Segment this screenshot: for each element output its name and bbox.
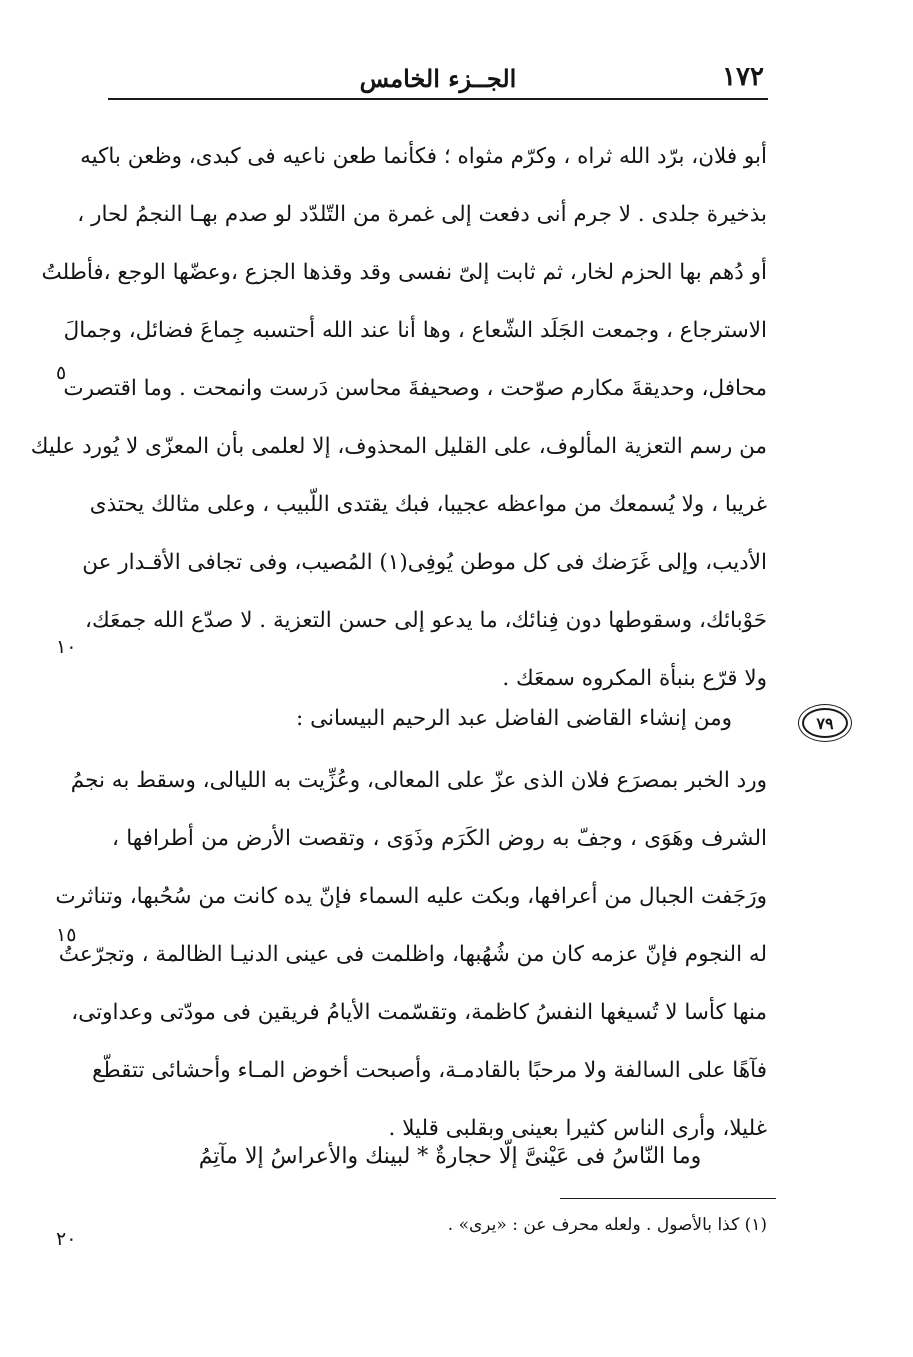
text-line: من رسم التعزية المألوف، على القليل المحذوف، إلا لعلمى بأن المعزّى لا يُورد عليك bbox=[30, 434, 767, 459]
section-intro: ومن إنشاء القاضى الفاضل عبد الرحيم البيسانى : bbox=[296, 706, 732, 731]
line-number-20: ٢٠ bbox=[56, 1228, 77, 1250]
text-line: ولا قرّع بنبأة المكروه سمعَك . bbox=[502, 666, 767, 691]
footnote: (١) كذا بالأصول . ولعله محرف عن : «يرى» . bbox=[447, 1215, 767, 1235]
page-number: ١٧٢ bbox=[722, 62, 764, 92]
text-line: أو دُهم بها الحزم لخار، ثم ثابت إلىّ نفسى وقد وقذها الجزع ،وعضّها الوجع ،فأطلتُ bbox=[41, 260, 767, 285]
text-line: فآهًا على السالفة ولا مرحبًا بالقادمـة، وأصبحت أخوض المـاء وأحشائى تتقطّع bbox=[92, 1058, 767, 1083]
line-number-10: ١٠ bbox=[56, 636, 77, 658]
line-number-15: ١٥ bbox=[56, 924, 77, 946]
text-line: الأديب، وإلى غَرَضك فى كل موطن يُوفِى(١) المُصيب، وفى تجافى الأقـدار عن bbox=[82, 550, 767, 575]
item-number-badge: ٧٩ bbox=[802, 708, 848, 738]
text-line: له النجوم فإنّ عزمه كان من شُهُبها، واظلمت فى عينى الدنيـا الظالمة ، وتجرّعتُ bbox=[58, 942, 767, 967]
text-line: غليلا، وأرى الناس كثيرا بعينى وبقلبى قليلا . bbox=[388, 1116, 767, 1141]
text-line: بذخيرة جلدى . لا جرم أنى دفعت إلى غمرة من التّلدّد لو صدم بهـا النجمُ لحار ، bbox=[77, 202, 767, 227]
text-line: أبو فلان، برّد الله ثراه ، وكرّم مثواه ؛ فكأنما طعن ناعيه فى كبدى، وظعن باكيه bbox=[80, 144, 767, 169]
text-line: غريبا ، ولا يُسمعك من مواعظه عجيبا، فبك يقتدى اللّبيب ، وعلى مثالك يحتذى bbox=[89, 492, 767, 517]
page-header bbox=[108, 62, 768, 100]
footnote-divider bbox=[560, 1198, 776, 1199]
text-line: ورد الخبر بمصرَع فلان الذى عزّ على المعالى، وعُزِّيت به الليالى، وسقط به نجمُ bbox=[70, 768, 767, 793]
line-number-5: ٥ bbox=[56, 362, 67, 384]
running-title: الجــزء الخامس bbox=[359, 64, 517, 93]
text-line: الاسترجاع ، وجمعت الجَلَد الشّعاع ، وها أنا عند الله أحتسبه جِماعَ فضائل، وجمالَ bbox=[63, 318, 767, 343]
text-line: ورَجَفت الجبال من أعرافها، وبكت عليه السماء فإنّ يده كانت من سُحُبها، وتناثرت bbox=[55, 884, 767, 909]
text-line: حَوْبائك، وسقوطها دون فِنائك، ما يدعو إلى حسن التعزية . لا صدّع الله جمعَك، bbox=[85, 608, 767, 633]
text-line: منها كأسا لا تُسيغها النفسُ كاظمة، وتقسّمت الأيامُ فريقين فى مودّتى وعداوتى، bbox=[71, 1000, 767, 1025]
text-line: الشرف وهَوَى ، وجفّ به روض الكَرَم وذَوَى ، وتقصت الأرض من أطرافها ، bbox=[112, 826, 767, 851]
text-line: محافل، وحديقةَ مكارم صوّحت ، وصحيفةَ محاسن دَرست وانمحت . وما اقتصرت bbox=[63, 376, 767, 401]
poetry-verse: وما النّاسُ فى عَيْنىَّ إلّا حجارةٌ * لبينك والأعراسُ إلا مآتِمُ bbox=[198, 1144, 702, 1169]
